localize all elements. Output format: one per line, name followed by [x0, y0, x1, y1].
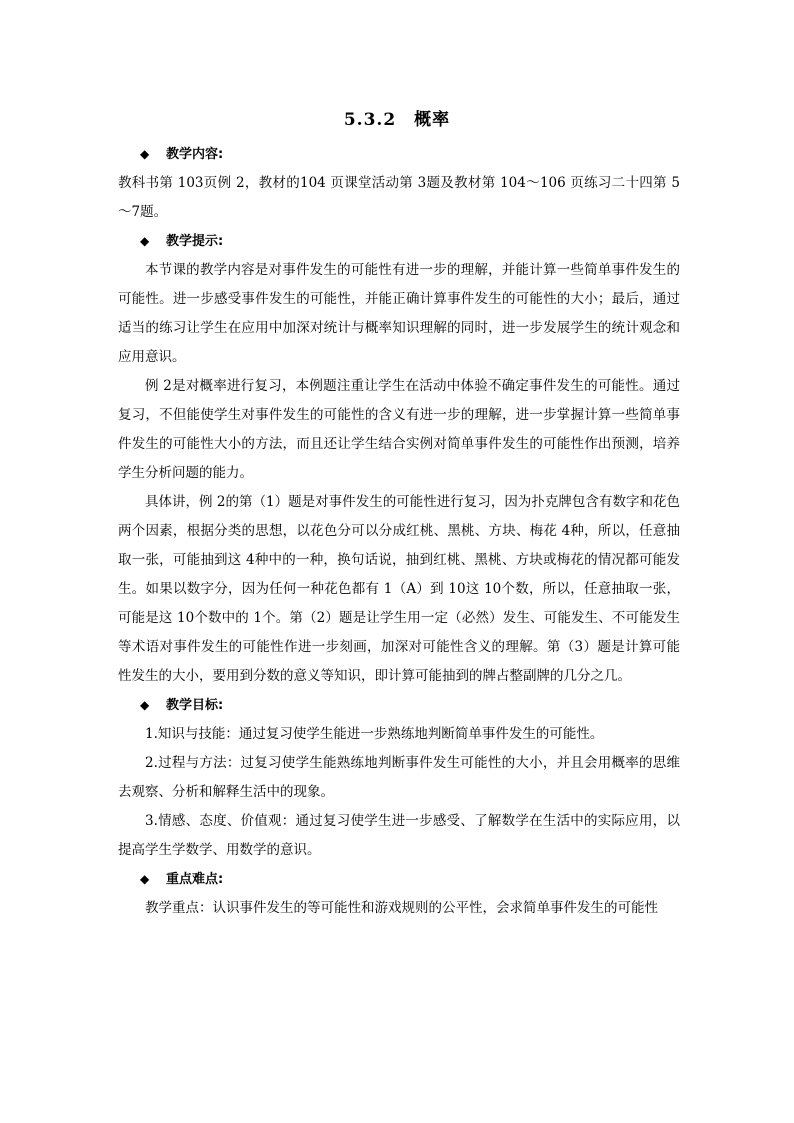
paragraph: 教学重点：认识事件发生的等可能性和游戏规则的公平性，会求简单事件发生的可能性	[145, 900, 658, 916]
diamond-bullet-icon: ◆	[140, 147, 150, 161]
paragraph: 2.过程与方法：过复习使学生能熟练地判断事件发生可能性的大小，并且会用概率的思维去观察、分析和解释生活中的现象。	[118, 755, 680, 800]
paragraph: 1.知识与技能：通过复习使学生能进一步熟练地判断简单事件发生的可能性。	[145, 726, 604, 742]
document-body	[118, 140, 680, 923]
section-heading-key-points	[118, 865, 680, 894]
section-heading-label: 重点难点:	[166, 872, 224, 887]
section-heading-label: 教学提示:	[166, 234, 224, 249]
diamond-bullet-icon: ◆	[140, 698, 150, 712]
section-heading-hints	[118, 227, 680, 256]
section-heading-goals	[118, 691, 680, 720]
diamond-bullet-icon: ◆	[140, 872, 150, 886]
paragraph: 具体讲，例 2的第（1）题是对事件发生的可能性进行复习，因为扑克牌包含有数字和花色两个因素，根据分类的思想，以花色分可以分成红桃、黑桃、方块、梅花 4种，所以，任意抽取一张，可能抽到这 4种中的一种，换句话说，抽到红桃、黑桃、方块或梅花的情况都可能发生。如果以数字分，因为任何一种花色都有 1（A）到 10这 10个数，所以，任意抽取一张，可能是这 10个数中的 1个。第（2）题是让学生用一定（必然）发生、可能发生、不可能发生等术语对事件发生的可能性作进一步刻画，加深对可能性含义的理解。第（3）题是计算可能性发生的大小，要用到分数的意义等知识，即计算可能抽到的牌占整副牌的几分之几。	[118, 494, 680, 684]
diamond-bullet-icon: ◆	[140, 234, 150, 248]
page-title: 5.3.2 概率	[343, 110, 451, 130]
section-heading-label: 教学内容:	[166, 147, 224, 162]
section-heading-content	[118, 140, 680, 169]
paragraph: 教科书第 103页例 2，教材的104 页课堂活动第 3题及教材第 104～106 页练习二十四第 5～7题。	[118, 175, 680, 220]
paragraph: 3.情感、态度、价值观：通过复习使学生进一步感受、了解数学在生活中的实际应用，以提高学生学数学、用数学的意识。	[118, 813, 680, 858]
section-heading-label: 教学目标:	[166, 698, 224, 713]
paragraph: 本节课的教学内容是对事件发生的可能性有进一步的理解，并能计算一些简单事件发生的可能性。进一步感受事件发生的可能性，并能正确计算事件发生的可能性的大小；最后，通过适当的练习让学生在应用中加深对统计与概率知识理解的同时，进一步发展学生的统计观念和应用意识。	[118, 262, 680, 365]
paragraph: 例 2是对概率进行复习，本例题注重让学生在活动中体验不确定事件发生的可能性。通过复习，不但能使学生对事件发生的可能性的含义有进一步的理解，进一步掌握计算一些简单事件发生的可能性大小的方法，而且还让学生结合实例对简单事件发生的可能性作出预测，培养学生分析问题的能力。	[118, 378, 680, 481]
